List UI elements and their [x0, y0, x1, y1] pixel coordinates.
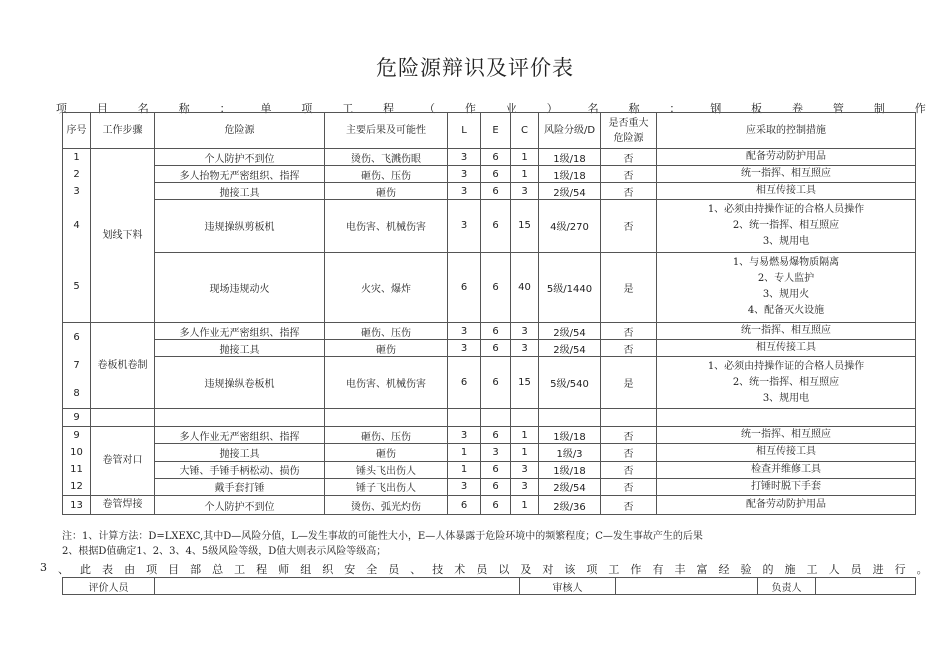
char: 经 — [718, 563, 730, 576]
consequence-cell: 砸伤、压伤 — [325, 166, 448, 183]
char: ） — [546, 102, 558, 115]
char: 技 — [432, 563, 444, 576]
major-hazard — [601, 409, 657, 427]
measure-line: 4、配备灭火设施 — [747, 305, 825, 317]
header-consequence: 主要后果及可能性 — [325, 113, 448, 149]
hazard-cell: 大锤、手锤手柄松动、损伤 — [155, 461, 325, 478]
char: 程 — [256, 563, 268, 576]
header-c: C — [511, 113, 539, 149]
consequence-cell: 砸伤、压伤 — [325, 323, 448, 340]
char: 称 — [178, 102, 190, 115]
e-value: 6 — [481, 149, 511, 166]
consequence-cell: 火灾、爆炸 — [325, 252, 448, 322]
e-value: 6 — [481, 183, 511, 200]
char: 术 — [454, 563, 466, 576]
char: 全 — [366, 563, 378, 576]
table-row — [63, 409, 916, 427]
char: 项 — [586, 563, 598, 576]
risk-level: 5级/540 — [539, 357, 601, 409]
seq-number: 12 — [70, 481, 83, 492]
risk-level: 2级/54 — [539, 478, 601, 495]
note-1: 注：1、计算方法：D=LXEXC,其中D—风险分值，L—发生事故的可能性大小，E—人体暴露于危险环境中的频繁程度；C—发生事故产生的后果 — [62, 531, 703, 542]
control-measures — [657, 478, 916, 495]
char: 组 — [300, 563, 312, 576]
control-measures — [657, 149, 916, 166]
seq-number: 2 — [73, 169, 80, 180]
header-l: L — [448, 113, 481, 149]
reviewer-field[interactable] — [616, 578, 758, 595]
char: 作 — [914, 102, 926, 115]
c-value: 1 — [511, 496, 539, 515]
header-measures: 应采取的控制措施 — [657, 113, 916, 149]
hazard-cell: 多人作业无严密组织、指挥 — [155, 427, 325, 444]
risk-level: 1级/3 — [539, 444, 601, 461]
control-measures — [657, 183, 916, 200]
c-value: 1 — [511, 444, 539, 461]
consequence-cell: 电伤害、机械伤害 — [325, 200, 448, 252]
char: 有 — [652, 563, 664, 576]
measure-line: 统一指挥、相互照应 — [741, 168, 831, 180]
table-row — [63, 323, 916, 340]
control-measures — [657, 427, 916, 444]
leader-field[interactable] — [816, 578, 916, 595]
char: 名 — [137, 102, 149, 115]
hazard-table — [62, 112, 916, 515]
char: 业 — [505, 102, 517, 115]
seq-cell — [63, 149, 91, 323]
control-measures — [657, 340, 916, 357]
table-row — [63, 444, 916, 461]
evaluator-field[interactable] — [155, 578, 520, 595]
consequence-cell: 锤头飞出伤人 — [325, 461, 448, 478]
e-value: 6 — [481, 200, 511, 252]
seq-number: 13 — [70, 499, 83, 511]
char: 管 — [832, 102, 844, 115]
measure-line: 打锤时脱下手套 — [751, 480, 821, 492]
c-value: 3 — [511, 340, 539, 357]
table-row — [63, 478, 916, 495]
hazard-cell: 抛接工具 — [155, 444, 325, 461]
l-value: 3 — [448, 427, 481, 444]
c-value: 3 — [511, 461, 539, 478]
table-row — [63, 166, 916, 183]
char: 人 — [828, 563, 840, 576]
l-value: 1 — [448, 444, 481, 461]
major-hazard: 否 — [601, 323, 657, 340]
measure-line: 1、必须由持操作证的合格人员操作 — [707, 360, 865, 372]
char: 项 — [146, 563, 158, 576]
control-measures — [657, 252, 916, 322]
header-seq: 序号 — [63, 113, 91, 149]
measure-line: 1、必须由持操作证的合格人员操作 — [707, 203, 865, 215]
c-value: 15 — [511, 200, 539, 252]
risk-level: 2级/36 — [539, 496, 601, 515]
risk-level: 1级/18 — [539, 427, 601, 444]
table-row — [63, 149, 916, 166]
e-value: 6 — [481, 496, 511, 515]
char: 制 — [873, 102, 885, 115]
seq-number: 8 — [73, 387, 80, 399]
char: 工 — [342, 102, 354, 115]
e-value: 6 — [481, 252, 511, 322]
char: 织 — [322, 563, 334, 576]
control-measures — [657, 444, 916, 461]
consequence-cell: 砸伤、压伤 — [325, 427, 448, 444]
char: 及 — [520, 563, 532, 576]
major-hazard: 否 — [601, 166, 657, 183]
char: 目 — [168, 563, 180, 576]
major-hazard: 否 — [601, 496, 657, 515]
hazard-cell: 抛接工具 — [155, 340, 325, 357]
char: 作 — [464, 102, 476, 115]
seq-number: 7 — [73, 359, 80, 371]
char: 进 — [872, 563, 884, 576]
signature-row — [63, 578, 916, 595]
header-step: 工作步骤 — [91, 113, 155, 149]
notes — [62, 529, 703, 559]
consequence-cell: 砸伤 — [325, 340, 448, 357]
risk-level: 2级/54 — [539, 323, 601, 340]
hazard-cell: 多人抬物无严密组织、指挥 — [155, 166, 325, 183]
major-hazard: 否 — [601, 427, 657, 444]
char: 单 — [260, 102, 272, 115]
risk-level: 2级/54 — [539, 340, 601, 357]
risk-level: 1级/18 — [539, 166, 601, 183]
char: 工 — [234, 563, 246, 576]
char: 表 — [102, 563, 114, 576]
char: 卷 — [792, 102, 804, 115]
char: 3 — [40, 561, 47, 574]
table-row — [63, 496, 916, 515]
seq-number: 9 — [73, 412, 80, 423]
char: 师 — [278, 563, 290, 576]
c-value: 1 — [511, 166, 539, 183]
char: 该 — [564, 563, 576, 576]
work-step: 卷管焊接 — [91, 496, 155, 515]
seq-cell — [63, 427, 91, 496]
consequence-cell: 砸伤 — [325, 183, 448, 200]
seq-number: 6 — [73, 331, 80, 343]
e-value: 6 — [481, 323, 511, 340]
leader-label: 负责人 — [758, 578, 816, 595]
measure-line: 3、规用火 — [762, 289, 810, 301]
char: 、 — [58, 563, 70, 576]
seq-number: 9 — [73, 430, 80, 441]
c-value: 1 — [511, 149, 539, 166]
seq-cell — [63, 409, 91, 427]
major-hazard: 否 — [601, 461, 657, 478]
hazard-cell: 现场违规动火 — [155, 252, 325, 322]
seq-number: 11 — [70, 464, 83, 475]
control-measures — [657, 461, 916, 478]
work-step: 划线下料 — [91, 149, 155, 323]
consequence-cell: 锤子飞出伤人 — [325, 478, 448, 495]
char: 工 — [806, 563, 818, 576]
control-measures — [657, 166, 916, 183]
measure-line: 配备劳动防护用品 — [746, 151, 826, 163]
e-value: 6 — [481, 357, 511, 409]
work-step — [91, 409, 155, 427]
hazard-cell: 违规操纵剪板机 — [155, 200, 325, 252]
measure-line: 配备劳动防护用品 — [746, 499, 826, 510]
l-value: 6 — [448, 252, 481, 322]
char: 、 — [410, 563, 422, 576]
e-value: 6 — [481, 166, 511, 183]
risk-level: 1级/18 — [539, 149, 601, 166]
l-value: 6 — [448, 357, 481, 409]
control-measures — [657, 200, 916, 252]
measure-line: 2、统一指挥、相互照应 — [732, 219, 840, 231]
evaluator-label: 评价人员 — [63, 578, 155, 595]
header-hazard: 危险源 — [155, 113, 325, 149]
char: 钢 — [710, 102, 722, 115]
consequence-cell: 烫伤、飞溅伤眼 — [325, 149, 448, 166]
note-3 — [40, 561, 928, 577]
table-row — [63, 340, 916, 357]
char: 行 — [894, 563, 906, 576]
hazard-cell: 戴手套打锤 — [155, 478, 325, 495]
measure-line: 检查并维修工具 — [751, 463, 821, 475]
measure-line: 2、专人监护 — [757, 273, 815, 285]
note-2: 2、根据D值确定1、2、3、4、5级风险等级，D值大则表示风险等级高； — [62, 546, 387, 557]
work-step: 卷板机卷制 — [91, 323, 155, 409]
major-hazard: 否 — [601, 183, 657, 200]
major-hazard: 否 — [601, 478, 657, 495]
seq-number: 3 — [73, 186, 80, 197]
control-measures — [657, 496, 916, 515]
char: 。 — [916, 563, 928, 576]
c-value: 15 — [511, 357, 539, 409]
e-value: 3 — [481, 444, 511, 461]
major-hazard: 是 — [601, 357, 657, 409]
header-major: 是否重大危险源 — [601, 113, 657, 149]
measure-line: 3、规用电 — [762, 392, 810, 404]
char: 由 — [124, 563, 136, 576]
e-value: 6 — [481, 461, 511, 478]
seq-cell — [63, 323, 91, 409]
char: 板 — [751, 102, 763, 115]
control-measures — [657, 409, 916, 427]
major-hazard: 否 — [601, 149, 657, 166]
char: （ — [424, 102, 436, 115]
e-value: 6 — [481, 478, 511, 495]
table-row — [63, 357, 916, 409]
hazard-cell: 抛接工具 — [155, 183, 325, 200]
table-row — [63, 183, 916, 200]
l-value: 3 — [448, 340, 481, 357]
char: 的 — [762, 563, 774, 576]
hazard-cell: 个人防护不到位 — [155, 149, 325, 166]
c-value: 3 — [511, 183, 539, 200]
char: 员 — [388, 563, 400, 576]
seq-number: 1 — [73, 152, 80, 163]
e-value — [481, 409, 511, 427]
l-value: 3 — [448, 183, 481, 200]
l-value: 3 — [448, 323, 481, 340]
char: 部 — [190, 563, 202, 576]
c-value: 40 — [511, 252, 539, 322]
hazard-cell: 多人作业无严密组织、指挥 — [155, 323, 325, 340]
char: 员 — [850, 563, 862, 576]
risk-level: 4级/270 — [539, 200, 601, 252]
major-hazard: 否 — [601, 340, 657, 357]
char: 丰 — [674, 563, 686, 576]
major-hazard: 是 — [601, 252, 657, 322]
seq-number: 10 — [70, 447, 83, 458]
measure-line: 2、统一指挥、相互照应 — [732, 376, 840, 388]
char: 目 — [96, 102, 108, 115]
signature-table — [62, 577, 916, 595]
c-value: 3 — [511, 478, 539, 495]
header-level: 风险分级/D — [539, 113, 601, 149]
char: 安 — [344, 563, 356, 576]
table-row — [63, 252, 916, 322]
measure-line: 1、与易燃易爆物质隔离 — [732, 257, 840, 269]
consequence-cell: 烫伤、弧光灼伤 — [325, 496, 448, 515]
char: 施 — [784, 563, 796, 576]
char: 总 — [212, 563, 224, 576]
char: 员 — [476, 563, 488, 576]
char: 以 — [498, 563, 510, 576]
char: 项 — [56, 102, 67, 115]
table-header-row — [63, 113, 916, 149]
char: ： — [219, 102, 231, 115]
major-hazard: 否 — [601, 444, 657, 461]
char: 程 — [383, 102, 395, 115]
e-value: 6 — [481, 340, 511, 357]
char: 称 — [628, 102, 640, 115]
major-hazard: 否 — [601, 200, 657, 252]
reviewer-label: 审核人 — [520, 578, 616, 595]
c-value: 3 — [511, 323, 539, 340]
work-step: 卷管对口 — [91, 427, 155, 496]
consequence-cell: 电伤害、机械伤害 — [325, 357, 448, 409]
measure-line: 相互传接工具 — [756, 185, 816, 197]
char: 富 — [696, 563, 708, 576]
hazard-cell — [155, 409, 325, 427]
char: 对 — [542, 563, 554, 576]
l-value: 3 — [448, 166, 481, 183]
measure-line: 相互传接工具 — [756, 342, 816, 353]
l-value: 3 — [448, 149, 481, 166]
header-e: E — [481, 113, 511, 149]
c-value: 1 — [511, 427, 539, 444]
measure-line: 相互传接工具 — [756, 446, 816, 458]
risk-level: 1级/18 — [539, 461, 601, 478]
l-value — [448, 409, 481, 427]
l-value: 1 — [448, 461, 481, 478]
seq-number: 4 — [73, 220, 80, 231]
table-row — [63, 427, 916, 444]
hazard-cell: 违规操纵卷板机 — [155, 357, 325, 409]
table-row — [63, 200, 916, 252]
char: 工 — [608, 563, 620, 576]
risk-level — [539, 409, 601, 427]
hazard-cell: 个人防护不到位 — [155, 496, 325, 515]
c-value — [511, 409, 539, 427]
char: 项 — [301, 102, 313, 115]
char: 名 — [587, 102, 599, 115]
control-measures — [657, 323, 916, 340]
e-value: 6 — [481, 427, 511, 444]
l-value: 3 — [448, 478, 481, 495]
measure-line: 统一指挥、相互照应 — [741, 429, 831, 441]
seq-cell — [63, 496, 91, 515]
char: 此 — [80, 563, 92, 576]
measure-line: 统一指挥、相互照应 — [741, 325, 831, 336]
seq-number: 5 — [73, 281, 80, 292]
risk-level: 2级/54 — [539, 183, 601, 200]
table-row — [63, 461, 916, 478]
char: ： — [669, 102, 681, 115]
l-value: 6 — [448, 496, 481, 515]
l-value: 3 — [448, 200, 481, 252]
char: 验 — [740, 563, 752, 576]
consequence-cell: 砸伤 — [325, 444, 448, 461]
consequence-cell — [325, 409, 448, 427]
measure-line: 3、规用电 — [762, 235, 810, 247]
char: 作 — [630, 563, 642, 576]
document-title: 危险源辩识及评价表 — [376, 56, 574, 80]
risk-level: 5级/1440 — [539, 252, 601, 322]
control-measures — [657, 357, 916, 409]
